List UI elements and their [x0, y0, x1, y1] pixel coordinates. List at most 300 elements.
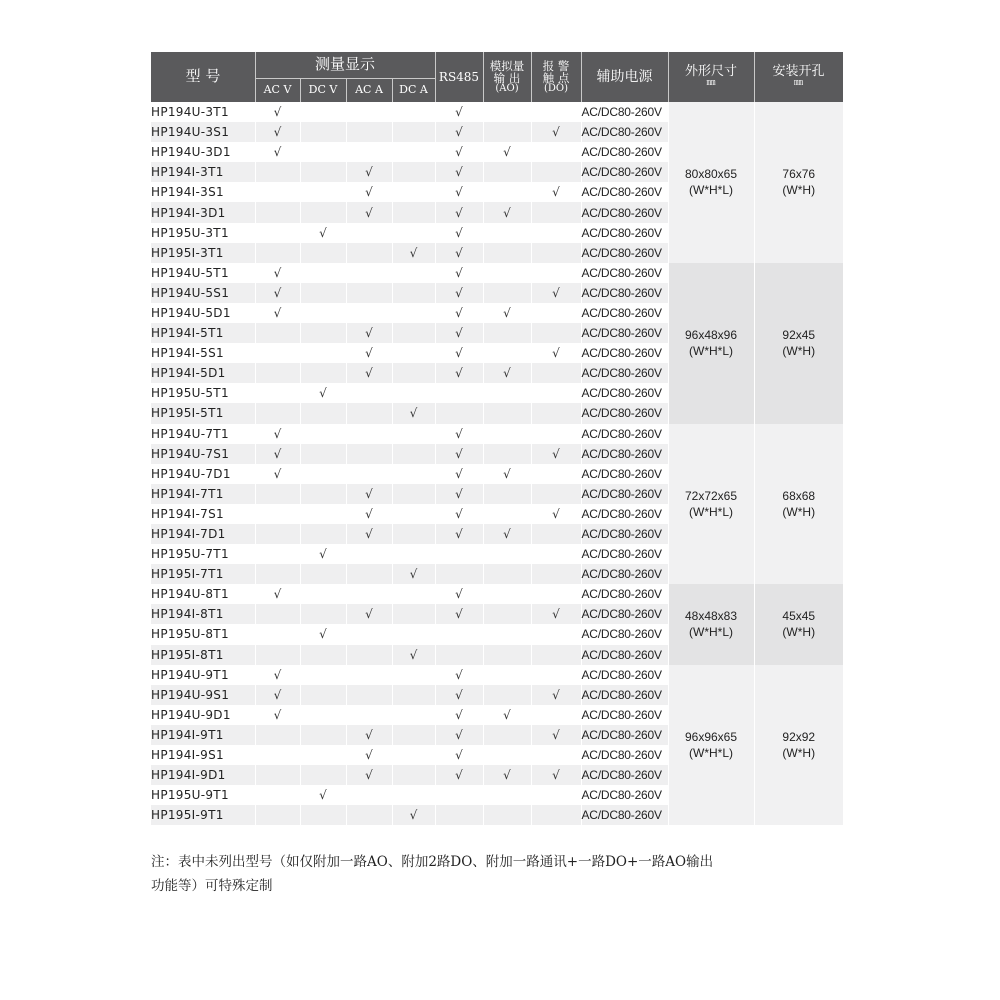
header-ac-a: AC A: [355, 83, 383, 97]
model-cell: HP195I-5T1: [151, 403, 255, 423]
model-cell: HP194I-5T1: [151, 323, 255, 343]
ac-a-check: [346, 403, 392, 423]
ac-a-check: √: [346, 604, 392, 624]
power-cell: AC/DC80-260V: [581, 363, 668, 383]
dc-v-check: [300, 162, 346, 182]
ao-check: [483, 102, 531, 122]
model-cell: HP195I-8T1: [151, 645, 255, 665]
dc-a-check: [392, 283, 435, 303]
dc-v-check: [300, 765, 346, 785]
ac-v-check: √: [255, 263, 300, 283]
ao-check: [483, 223, 531, 243]
ac-v-check: √: [255, 444, 300, 464]
dc-a-check: [392, 223, 435, 243]
dc-a-check: [392, 363, 435, 383]
ao-check: [483, 182, 531, 202]
ao-check: [483, 283, 531, 303]
model-cell: HP194U-9S1: [151, 685, 255, 705]
rs485-check: √: [435, 182, 483, 202]
header-ao-line3: (AO): [495, 82, 519, 94]
model-cell: HP194U-3T1: [151, 102, 255, 122]
power-cell: AC/DC80-260V: [581, 303, 668, 323]
dc-v-check: [300, 403, 346, 423]
ac-v-check: [255, 504, 300, 524]
dc-v-check: [300, 805, 346, 825]
ac-a-check: [346, 705, 392, 725]
dc-a-check: [392, 705, 435, 725]
rs485-check: √: [435, 202, 483, 222]
rs485-check: [435, 403, 483, 423]
power-cell: AC/DC80-260V: [581, 283, 668, 303]
header-divider: [255, 52, 256, 102]
dc-v-check: [300, 243, 346, 263]
header-ac-v: AC V: [263, 83, 292, 97]
header-size-unit: ㎜: [706, 78, 716, 89]
dc-a-check: [392, 504, 435, 524]
rs485-check: √: [435, 725, 483, 745]
header-model: 型 号: [185, 67, 221, 86]
dc-v-check: [300, 745, 346, 765]
rs485-check: √: [435, 343, 483, 363]
ac-v-check: √: [255, 303, 300, 323]
model-cell: HP195U-7T1: [151, 544, 255, 564]
ac-a-check: √: [346, 323, 392, 343]
dc-v-check: [300, 444, 346, 464]
power-cell: AC/DC80-260V: [581, 182, 668, 202]
model-cell: HP194U-9T1: [151, 665, 255, 685]
header-divider: [392, 78, 393, 102]
ac-a-check: [346, 584, 392, 604]
cutout-dimension-label: (W*H): [782, 183, 816, 198]
model-cell: HP194I-8T1: [151, 604, 255, 624]
ao-check: [483, 624, 531, 644]
header-divider: [483, 52, 484, 102]
size-cell: [668, 263, 754, 424]
dc-a-check: [392, 524, 435, 544]
ac-a-check: √: [346, 504, 392, 524]
do-check: [531, 524, 581, 544]
rs485-check: √: [435, 484, 483, 504]
rs485-check: √: [435, 424, 483, 444]
ac-a-check: √: [346, 182, 392, 202]
cutout-value: 92x45: [782, 328, 816, 343]
header-divider: [581, 52, 582, 102]
power-cell: AC/DC80-260V: [581, 383, 668, 403]
dc-a-check: [392, 202, 435, 222]
header-do-line2: 触 点: [542, 70, 570, 85]
footnote-line2: 功能等）可特殊定制: [151, 878, 273, 894]
model-cell: HP195I-9T1: [151, 805, 255, 825]
dc-a-check: [392, 665, 435, 685]
header-divider: [531, 52, 532, 102]
dc-v-check: [300, 504, 346, 524]
power-cell: AC/DC80-260V: [581, 223, 668, 243]
power-cell: AC/DC80-260V: [581, 564, 668, 584]
ac-a-check: √: [346, 524, 392, 544]
rs485-check: √: [435, 444, 483, 464]
do-check: [531, 785, 581, 805]
do-check: √: [531, 343, 581, 363]
model-cell: HP195I-7T1: [151, 564, 255, 584]
model-cell: HP195I-3T1: [151, 243, 255, 263]
rs485-check: √: [435, 604, 483, 624]
power-cell: AC/DC80-260V: [581, 444, 668, 464]
cutout-dimension-label: (W*H): [782, 625, 816, 640]
rs485-check: √: [435, 705, 483, 725]
header-measure-group: 测量显示: [314, 55, 375, 74]
ao-check: √: [483, 524, 531, 544]
dc-a-check: [392, 383, 435, 403]
ao-check: [483, 645, 531, 665]
do-check: √: [531, 283, 581, 303]
ac-v-check: [255, 765, 300, 785]
ao-check: √: [483, 363, 531, 383]
do-check: √: [531, 685, 581, 705]
dc-a-check: [392, 765, 435, 785]
dc-a-check: √: [392, 645, 435, 665]
do-check: [531, 645, 581, 665]
power-cell: AC/DC80-260V: [581, 343, 668, 363]
ac-v-check: √: [255, 142, 300, 162]
model-cell: HP195U-8T1: [151, 624, 255, 644]
ac-v-check: √: [255, 665, 300, 685]
do-check: [531, 263, 581, 283]
ac-v-check: [255, 383, 300, 403]
dc-a-check: √: [392, 805, 435, 825]
ao-check: √: [483, 464, 531, 484]
power-cell: AC/DC80-260V: [581, 765, 668, 785]
rs485-check: √: [435, 524, 483, 544]
ac-a-check: [346, 142, 392, 162]
ac-v-check: √: [255, 283, 300, 303]
dc-a-check: [392, 624, 435, 644]
do-check: [531, 303, 581, 323]
header-cutout-unit: ㎜: [793, 78, 803, 89]
rs485-check: √: [435, 263, 483, 283]
dc-v-check: √: [300, 223, 346, 243]
rs485-check: √: [435, 323, 483, 343]
do-check: [531, 624, 581, 644]
cutout-dimension-label: (W*H): [782, 344, 816, 359]
cutout-dimension-label: (W*H): [782, 746, 816, 760]
rs485-check: √: [435, 102, 483, 122]
size-dimension-label: (W*H*L): [689, 746, 733, 760]
ao-check: [483, 323, 531, 343]
ao-check: [483, 424, 531, 444]
ao-check: [483, 604, 531, 624]
size-value: 48x48x83: [684, 609, 738, 624]
ac-a-check: [346, 685, 392, 705]
dc-v-check: [300, 263, 346, 283]
dc-a-check: [392, 182, 435, 202]
power-cell: AC/DC80-260V: [581, 504, 668, 524]
dc-a-check: [392, 464, 435, 484]
ac-v-check: √: [255, 584, 300, 604]
dc-v-check: [300, 584, 346, 604]
rs485-check: [435, 624, 483, 644]
header-cutout-label: 安装开孔: [772, 64, 825, 80]
ac-a-check: √: [346, 202, 392, 222]
rs485-check: √: [435, 283, 483, 303]
dc-v-check: [300, 122, 346, 142]
dc-a-check: √: [392, 403, 435, 423]
ac-v-check: [255, 243, 300, 263]
dc-v-check: [300, 604, 346, 624]
do-check: [531, 464, 581, 484]
dc-v-check: [300, 343, 346, 363]
dc-v-check: √: [300, 785, 346, 805]
table-row: [151, 424, 843, 444]
ac-a-check: [346, 444, 392, 464]
model-cell: HP194I-7S1: [151, 504, 255, 524]
ao-check: [483, 243, 531, 263]
header-do-line1: 报 警: [542, 58, 570, 73]
ac-v-check: √: [255, 705, 300, 725]
do-check: [531, 484, 581, 504]
header-dc-a: DC A: [399, 83, 428, 97]
ac-a-check: [346, 122, 392, 142]
table-row: [151, 584, 843, 604]
power-cell: AC/DC80-260V: [581, 645, 668, 665]
dc-v-check: [300, 363, 346, 383]
ao-check: √: [483, 202, 531, 222]
ac-a-check: √: [346, 484, 392, 504]
rs485-check: [435, 544, 483, 564]
model-cell: HP194I-3T1: [151, 162, 255, 182]
ac-a-check: [346, 223, 392, 243]
power-cell: AC/DC80-260V: [581, 162, 668, 182]
power-cell: AC/DC80-260V: [581, 243, 668, 263]
dc-v-check: [300, 142, 346, 162]
dc-v-check: [300, 564, 346, 584]
dc-a-check: [392, 102, 435, 122]
rs485-check: √: [435, 142, 483, 162]
power-cell: AC/DC80-260V: [581, 705, 668, 725]
footnote-line1: 注：表中未列出型号（如仅附加一路AO、附加2路DO、附加一路通讯+一路DO+一路AO输出: [151, 854, 714, 870]
rs485-check: [435, 785, 483, 805]
model-cell: HP194U-3D1: [151, 142, 255, 162]
dc-a-check: [392, 604, 435, 624]
ao-check: [483, 685, 531, 705]
ac-v-check: [255, 624, 300, 644]
ac-a-check: √: [346, 745, 392, 765]
power-cell: AC/DC80-260V: [581, 202, 668, 222]
ac-v-check: √: [255, 685, 300, 705]
header-ao: [483, 55, 531, 99]
power-cell: AC/DC80-260V: [581, 424, 668, 444]
header-do: [531, 55, 581, 99]
size-cell: [668, 102, 754, 263]
rs485-check: √: [435, 363, 483, 383]
ac-v-check: √: [255, 424, 300, 444]
ac-v-check: [255, 484, 300, 504]
rs485-check: √: [435, 504, 483, 524]
ac-a-check: √: [346, 725, 392, 745]
header-divider: [255, 78, 435, 79]
header-ao-line1: 模拟量: [489, 58, 525, 73]
ao-check: [483, 444, 531, 464]
rs485-check: √: [435, 584, 483, 604]
cutout-dimension-label: (W*H): [782, 504, 816, 519]
do-check: [531, 584, 581, 604]
ao-check: [483, 725, 531, 745]
ac-v-check: [255, 202, 300, 222]
do-check: √: [531, 765, 581, 785]
do-check: [531, 102, 581, 122]
model-cell: HP194I-5D1: [151, 363, 255, 383]
rs485-check: √: [435, 243, 483, 263]
ao-check: √: [483, 705, 531, 725]
ac-v-check: [255, 323, 300, 343]
ac-a-check: [346, 424, 392, 444]
ac-a-check: √: [346, 343, 392, 363]
model-cell: HP194U-5S1: [151, 283, 255, 303]
header-dc-v: DC V: [308, 83, 338, 97]
ac-a-check: √: [346, 162, 392, 182]
header-divider: [668, 52, 669, 102]
ac-a-check: [346, 102, 392, 122]
power-cell: AC/DC80-260V: [581, 323, 668, 343]
dc-v-check: [300, 665, 346, 685]
do-check: [531, 323, 581, 343]
dc-a-check: [392, 785, 435, 805]
header-power: 辅助电源: [596, 68, 653, 85]
dc-v-check: [300, 202, 346, 222]
do-check: [531, 544, 581, 564]
size-cell: [668, 665, 754, 826]
rs485-check: √: [435, 162, 483, 182]
dc-a-check: [392, 142, 435, 162]
ac-a-check: [346, 665, 392, 685]
ao-check: [483, 564, 531, 584]
dc-v-check: [300, 283, 346, 303]
ac-a-check: √: [346, 363, 392, 383]
header-rs485: RS485: [438, 69, 480, 84]
ac-v-check: [255, 403, 300, 423]
power-cell: AC/DC80-260V: [581, 665, 668, 685]
rs485-check: √: [435, 223, 483, 243]
ac-v-check: [255, 524, 300, 544]
header-divider: [346, 78, 347, 102]
do-check: [531, 162, 581, 182]
size-dimension-label: (W*H*L): [689, 344, 733, 359]
ao-check: [483, 162, 531, 182]
power-cell: AC/DC80-260V: [581, 263, 668, 283]
power-cell: AC/DC80-260V: [581, 685, 668, 705]
table-row: [151, 102, 843, 122]
ao-check: [483, 584, 531, 604]
dc-v-check: √: [300, 383, 346, 403]
power-cell: AC/DC80-260V: [581, 745, 668, 765]
ao-check: [483, 745, 531, 765]
ac-a-check: [346, 805, 392, 825]
ac-a-check: [346, 464, 392, 484]
header-size: [668, 56, 754, 98]
dc-a-check: [392, 303, 435, 323]
power-cell: AC/DC80-260V: [581, 524, 668, 544]
ac-v-check: [255, 544, 300, 564]
ac-a-check: [346, 263, 392, 283]
rs485-check: √: [435, 122, 483, 142]
ac-a-check: [346, 303, 392, 323]
power-cell: AC/DC80-260V: [581, 805, 668, 825]
ac-a-check: [346, 624, 392, 644]
model-cell: HP194U-7S1: [151, 444, 255, 464]
ao-check: √: [483, 303, 531, 323]
do-check: [531, 383, 581, 403]
ac-v-check: [255, 162, 300, 182]
ao-check: [483, 263, 531, 283]
ao-check: [483, 122, 531, 142]
cutout-cell: [754, 665, 843, 826]
power-cell: AC/DC80-260V: [581, 604, 668, 624]
size-cell: [668, 424, 754, 585]
ac-a-check: [346, 544, 392, 564]
do-check: [531, 243, 581, 263]
size-dimension-label: (W*H*L): [689, 625, 733, 640]
do-check: [531, 223, 581, 243]
size-cell: [668, 584, 754, 664]
model-cell: HP194I-7T1: [151, 484, 255, 504]
ac-v-check: [255, 343, 300, 363]
power-cell: AC/DC80-260V: [581, 484, 668, 504]
ac-v-check: [255, 645, 300, 665]
do-check: [531, 564, 581, 584]
do-check: √: [531, 504, 581, 524]
do-check: √: [531, 122, 581, 142]
footnote: [151, 850, 791, 898]
model-cell: HP194I-5S1: [151, 343, 255, 363]
rs485-check: √: [435, 765, 483, 785]
dc-a-check: [392, 725, 435, 745]
table-header: [151, 52, 843, 102]
model-cell: HP194U-8T1: [151, 584, 255, 604]
ao-check: √: [483, 765, 531, 785]
ac-a-check: [346, 243, 392, 263]
dc-v-check: [300, 705, 346, 725]
do-check: [531, 142, 581, 162]
power-cell: AC/DC80-260V: [581, 102, 668, 122]
dc-v-check: [300, 323, 346, 343]
ao-check: [483, 785, 531, 805]
dc-a-check: [392, 544, 435, 564]
header-divider: [435, 52, 436, 102]
dc-a-check: [392, 122, 435, 142]
ac-v-check: [255, 725, 300, 745]
dc-v-check: [300, 645, 346, 665]
ac-a-check: [346, 785, 392, 805]
cutout-value: 68x68: [782, 488, 816, 503]
dc-a-check: [392, 263, 435, 283]
model-cell: HP195U-3T1: [151, 223, 255, 243]
ac-a-check: √: [346, 765, 392, 785]
power-cell: AC/DC80-260V: [581, 403, 668, 423]
size-dimension-label: (W*H*L): [689, 504, 733, 519]
model-cell: HP194I-3S1: [151, 182, 255, 202]
dc-a-check: [392, 584, 435, 604]
do-check: [531, 805, 581, 825]
size-value: 96x96x65: [684, 730, 738, 744]
model-cell: HP194I-9S1: [151, 745, 255, 765]
dc-a-check: [392, 323, 435, 343]
ao-check: [483, 504, 531, 524]
do-check: [531, 403, 581, 423]
table-row: [151, 665, 843, 685]
do-check: [531, 745, 581, 765]
header-divider: [300, 78, 301, 102]
power-cell: AC/DC80-260V: [581, 122, 668, 142]
dc-a-check: √: [392, 564, 435, 584]
